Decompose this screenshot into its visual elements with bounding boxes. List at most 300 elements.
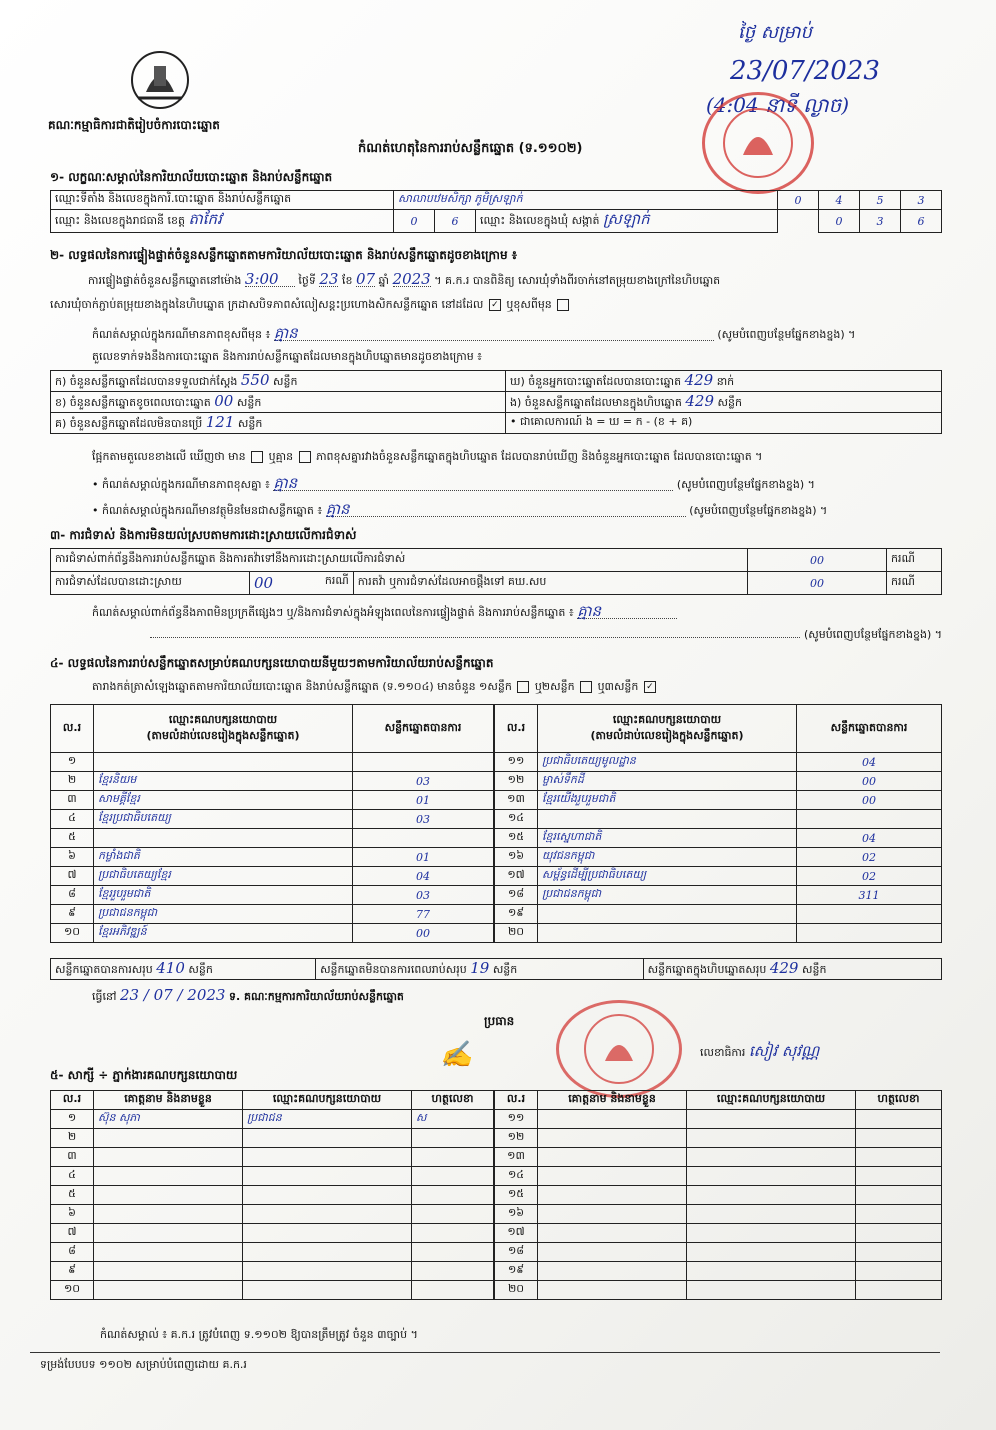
party-row bbox=[495, 829, 942, 848]
row-number: ១៤ bbox=[495, 810, 538, 829]
total-invalid-value: 19 bbox=[470, 959, 490, 977]
witness-row bbox=[51, 1224, 494, 1243]
vote-count: 04 bbox=[353, 867, 494, 886]
count-value: 121 bbox=[205, 413, 235, 431]
section2-para3 bbox=[92, 450, 952, 464]
party-row bbox=[495, 753, 942, 772]
count-label-text: គ) ចំនួនសន្លឹកឆ្នោតដែលមិនបានប្រើ bbox=[55, 417, 203, 430]
party-name: ប្រជាធិបតេយ្យមូលដ្ឋាន bbox=[538, 753, 797, 772]
counts-table bbox=[50, 370, 942, 434]
count-unit: សន្លឹក bbox=[717, 396, 742, 409]
witness-signature bbox=[412, 1129, 494, 1148]
row-number: ១៦ bbox=[495, 848, 538, 867]
handwritten-date: 23/07/2023 bbox=[730, 56, 880, 86]
appeal-label: ការតវ៉ា ឬការជំទាស់ដែលអាចផ្ដឹងទៅ គឃ.សប bbox=[353, 572, 747, 595]
witness-party bbox=[687, 1129, 856, 1148]
witness-name bbox=[538, 1281, 687, 1300]
party-results-table-left bbox=[50, 704, 494, 943]
count-unit: សន្លឹក bbox=[237, 417, 263, 430]
no-difference-checkbox[interactable] bbox=[299, 451, 311, 463]
official-stamp-top bbox=[702, 92, 814, 194]
section2-para2 bbox=[50, 298, 571, 312]
col-party-sub: (តាមលំដាប់លេខរៀងក្នុងសន្លឹកឆ្នោត) bbox=[590, 728, 744, 742]
col-votes-header: សន្លឹកឆ្នោតបានការ bbox=[353, 705, 494, 753]
party-row bbox=[495, 867, 942, 886]
year-value: 2023 bbox=[392, 270, 431, 288]
commune-label-text: ឈ្មោះ និងលេខក្នុងឃុំ សង្កាត់ bbox=[480, 214, 600, 227]
witness-name bbox=[538, 1205, 687, 1224]
count-value: 429 bbox=[685, 392, 714, 410]
bullet2 bbox=[92, 502, 827, 518]
party-name bbox=[94, 753, 353, 772]
witness-row bbox=[495, 1110, 942, 1129]
vote-count bbox=[797, 810, 942, 829]
total-unit: សន្លឹក bbox=[492, 963, 518, 976]
witness-signature bbox=[412, 1224, 494, 1243]
province-digit: 0 bbox=[394, 210, 435, 233]
row-number: ៤ bbox=[51, 1167, 94, 1186]
note1-label: កំណត់សម្គាល់ក្នុងករណីមានភាពខុសពីមុន ៖ bbox=[92, 328, 271, 341]
party-row bbox=[495, 924, 942, 943]
count-label-text: ក) ចំនួនសន្លឹកឆ្នោតដែលបានទទួលជាក់ស្ដែង bbox=[55, 375, 238, 388]
col-party-title: ឈ្មោះគណបក្សនយោបាយ bbox=[612, 712, 722, 726]
witness-party: ប្រជាជន bbox=[243, 1110, 412, 1129]
dotted-line bbox=[150, 637, 800, 638]
party-name: ប្រជាជនកម្ពុជា bbox=[538, 886, 797, 905]
party-row bbox=[495, 886, 942, 905]
witness-name bbox=[538, 1148, 687, 1167]
witness-signature bbox=[412, 1262, 494, 1281]
witness-name bbox=[94, 1186, 243, 1205]
witness-signature bbox=[412, 1281, 494, 1300]
footer-divider bbox=[30, 1352, 940, 1353]
row-number: ៦ bbox=[51, 848, 94, 867]
secretary-name: សៀវ សុវណ្ណ bbox=[748, 1042, 820, 1060]
secretary bbox=[700, 1044, 819, 1060]
party-row bbox=[51, 791, 494, 810]
witness-party bbox=[687, 1186, 856, 1205]
witness-name bbox=[538, 1110, 687, 1129]
para3-text: ផ្អែកតាមតួលេខខាងលើ ឃើញថា មាន bbox=[92, 450, 246, 463]
witness-signature bbox=[856, 1243, 942, 1262]
form-title: កំណត់ហេតុនៃការរាប់សន្លឹកឆ្នោត (ទ.១១០២) bbox=[358, 141, 583, 156]
witness-name bbox=[94, 1205, 243, 1224]
witness-name bbox=[94, 1281, 243, 1300]
witness-signature bbox=[856, 1205, 942, 1224]
witness-name bbox=[538, 1186, 687, 1205]
row-number: ៧ bbox=[51, 1224, 94, 1243]
province-digit: 6 bbox=[435, 210, 476, 233]
witness-party bbox=[687, 1243, 856, 1262]
bullet1-suffix: (សូមបំពេញបន្ថែមផ្នែកខាងខ្នង) ។ bbox=[676, 478, 815, 491]
witness-party bbox=[687, 1205, 856, 1224]
witness-party bbox=[243, 1186, 412, 1205]
col-no-header: ល.រ bbox=[51, 1091, 94, 1110]
party-row bbox=[495, 772, 942, 791]
commune-value: ស្រឡាក់ bbox=[603, 210, 650, 228]
resolved-label: ការជំទាស់ដែលបានដោះស្រាយ bbox=[51, 572, 250, 595]
row-number: ៤ bbox=[51, 810, 94, 829]
para1-text: ។ គ.ក.រ បានពិនិត្យ សោរឃុំទាំងពីរចាក់នៅតម្រុយខាងក្រៅនៃហិបឆ្នោត bbox=[434, 274, 721, 287]
row-number: ៥ bbox=[51, 1186, 94, 1205]
col-sign-header: ហត្ថលេខា bbox=[412, 1091, 494, 1110]
row-number: ៥ bbox=[51, 829, 94, 848]
total-box-cell bbox=[643, 959, 941, 980]
witness-name bbox=[538, 1129, 687, 1148]
col-no-header: ល.រ bbox=[495, 1091, 538, 1110]
party-name: យុវជនកម្ពុជា bbox=[538, 848, 797, 867]
vote-count bbox=[797, 924, 942, 943]
row-number: ៨ bbox=[51, 1243, 94, 1262]
note1-value: គ្មាន bbox=[274, 326, 714, 341]
row-number: ១៥ bbox=[495, 829, 538, 848]
party-row bbox=[51, 753, 494, 772]
row-number: ៩ bbox=[51, 905, 94, 924]
party-row bbox=[495, 791, 942, 810]
col-party-header: ឈ្មោះគណបក្សនយោបាយ bbox=[687, 1091, 856, 1110]
row-number: ៩ bbox=[51, 1262, 94, 1281]
witness-party bbox=[687, 1110, 856, 1129]
party-row bbox=[51, 905, 494, 924]
col-no-header: ល.រ bbox=[51, 705, 94, 753]
location-value: សាលាបឋមសិក្សា ភូមិស្រឡាក់ bbox=[394, 191, 778, 210]
vote-count: 03 bbox=[353, 772, 494, 791]
objection-label: ការជំទាស់ពាក់ព័ន្ធនឹងការរាប់សន្លឹកឆ្នោត និងការតវ៉ាទៅនឹងការដោះស្រាយលើការជំទាស់ bbox=[51, 549, 748, 572]
total-unit: សន្លឹក bbox=[188, 963, 213, 976]
party-name: ខ្មែររួបរួមជាតិ bbox=[94, 886, 353, 905]
party-row bbox=[51, 924, 494, 943]
witness-row bbox=[495, 1167, 942, 1186]
one-sheet-checkbox[interactable] bbox=[517, 681, 529, 693]
bullet1-value: គ្មាន bbox=[273, 476, 673, 491]
witness-signature bbox=[412, 1167, 494, 1186]
party-name bbox=[94, 829, 353, 848]
count-label-text: ខ) ចំនួនសន្លឹកឆ្នោតខូចពេលបោះឆ្នោត bbox=[55, 396, 211, 409]
row-number: ៦ bbox=[51, 1205, 94, 1224]
witness-party bbox=[243, 1224, 412, 1243]
row-number: ១៤ bbox=[495, 1167, 538, 1186]
total-invalid-label: សន្លឹកឆ្នោតមិនបានការពេលរាប់សរុប bbox=[320, 963, 467, 976]
has-difference-checkbox[interactable] bbox=[251, 451, 263, 463]
row-number: ១៧ bbox=[495, 1224, 538, 1243]
count-label bbox=[51, 413, 506, 434]
row-number: ១៨ bbox=[495, 1243, 538, 1262]
resolved-cell bbox=[250, 572, 354, 595]
vote-count: 00 bbox=[797, 791, 942, 810]
intro-text: ឬ៣សន្លឹក bbox=[597, 680, 639, 693]
witness-name bbox=[538, 1262, 687, 1281]
row-number: ២០ bbox=[495, 1281, 538, 1300]
count-value: 429 bbox=[684, 371, 714, 389]
count-value: 550 bbox=[240, 371, 270, 389]
witness-name bbox=[538, 1167, 687, 1186]
party-name bbox=[538, 905, 797, 924]
commune-label bbox=[476, 210, 778, 233]
month-value: 07 bbox=[355, 270, 376, 288]
commune-digit: 0 bbox=[819, 210, 860, 233]
province-value: តាកែវ bbox=[188, 210, 222, 228]
vote-count: 311 bbox=[797, 886, 942, 905]
total-box-label: សន្លឹកឆ្នោតក្នុងហិបឆ្នោតសរុប bbox=[647, 963, 767, 976]
vote-count: 04 bbox=[797, 753, 942, 772]
col-party-sub: (តាមលំដាប់លេខរៀងក្នុងសន្លឹកឆ្នោត) bbox=[146, 728, 300, 742]
three-sheet-checkbox[interactable]: ✓ bbox=[644, 681, 656, 693]
party-row bbox=[51, 829, 494, 848]
party-row bbox=[51, 867, 494, 886]
count-value: 00 bbox=[214, 392, 234, 410]
counts-row bbox=[51, 392, 942, 413]
vote-count: 00 bbox=[353, 924, 494, 943]
committee-label: ទ. គណៈកម្មការការិយាល័យរាប់សន្លឹកឆ្នោត bbox=[228, 990, 404, 1003]
row-number: ៣ bbox=[51, 791, 94, 810]
count-label bbox=[51, 392, 506, 413]
objections-table bbox=[50, 548, 942, 595]
bullet2-suffix: (សូមបំពេញបន្ថែមផ្នែកខាងខ្នង) ។ bbox=[689, 504, 828, 517]
witness-signature bbox=[856, 1262, 942, 1281]
witness-table-right bbox=[494, 1090, 942, 1300]
witness-table-left bbox=[50, 1090, 494, 1300]
row-number: ១១ bbox=[495, 753, 538, 772]
row-number: ៨ bbox=[51, 886, 94, 905]
witness-row bbox=[495, 1205, 942, 1224]
count-label bbox=[505, 413, 941, 434]
party-results-table-right bbox=[494, 704, 942, 943]
vote-count: 02 bbox=[797, 848, 942, 867]
party-name: ខ្មែរនិយម bbox=[94, 772, 353, 791]
row-number: ១៩ bbox=[495, 905, 538, 924]
para2-text: ឬខុសពីមុន bbox=[506, 298, 552, 311]
count-label bbox=[505, 392, 941, 413]
witness-signature bbox=[856, 1129, 942, 1148]
witness-row bbox=[495, 1148, 942, 1167]
witness-row bbox=[51, 1186, 494, 1205]
national-emblem-icon bbox=[124, 48, 196, 112]
changed-checkbox[interactable] bbox=[557, 299, 569, 311]
witness-party bbox=[687, 1167, 856, 1186]
date-label: ធ្វើនៅ bbox=[92, 990, 117, 1003]
province-label bbox=[51, 210, 394, 233]
party-name: ម្ចាស់ទឹកដី bbox=[538, 772, 797, 791]
party-row bbox=[51, 772, 494, 791]
witness-signature bbox=[856, 1167, 942, 1186]
witness-signature bbox=[856, 1224, 942, 1243]
count-label bbox=[505, 371, 941, 392]
official-stamp-bottom bbox=[556, 1000, 682, 1098]
section3-title: ៣- ការជំទាស់ និងការមិនយល់ស្របតាមការដោះស្រាយលើការជំទាស់ bbox=[50, 528, 357, 542]
section2-para1 bbox=[88, 272, 948, 288]
counts-row bbox=[51, 413, 942, 434]
party-row bbox=[51, 810, 494, 829]
para3-text: ភាពខុសគ្នារវាងចំនួនសន្លឹកឆ្នោតក្នុងហិបឆ្នោត ដែលបានរាប់ឃើញ និងចំនួនអ្នកបោះឆ្នោត ដែលបានបោះឆ្នោត ។ bbox=[316, 450, 763, 463]
party-name: ប្រជាធិបតេយ្យខ្មែរ bbox=[94, 867, 353, 886]
witness-name bbox=[94, 1167, 243, 1186]
counts-row bbox=[51, 371, 942, 392]
witness-row bbox=[495, 1129, 942, 1148]
row-number: ៧ bbox=[51, 867, 94, 886]
witness-row bbox=[495, 1224, 942, 1243]
witness-party bbox=[243, 1148, 412, 1167]
col-party-header bbox=[94, 705, 353, 753]
witness-row bbox=[51, 1110, 494, 1129]
vote-count: 02 bbox=[797, 867, 942, 886]
para1-text: ថ្ងៃទី bbox=[298, 274, 316, 287]
chair-label: ប្រធាន bbox=[484, 1014, 515, 1028]
section3-note-label: កំណត់សម្គាល់ពាក់ព័ន្ធនឹងភាពមិនប្រក្រតីផ្សេងៗ ឬ/និងការជំទាស់ក្នុងអំឡុងពេលនៃការផ្ទៀងផ្ទាត់ និងការរាប់សន្លឹកឆ្នោត ៖ bbox=[92, 606, 574, 619]
intro-text: តារាងកត់ត្រាសំឡេងឆ្នោតតាមការិយាល័យបោះឆ្នោត និងរាប់សន្លឹកឆ្នោត (ទ.១១០៤) មានចំនួន ១សន្លឹក bbox=[92, 680, 512, 693]
row-number: ២ bbox=[51, 1129, 94, 1148]
row-number: ១៣ bbox=[495, 791, 538, 810]
row-number: ១២ bbox=[495, 1129, 538, 1148]
two-sheet-checkbox[interactable] bbox=[580, 681, 592, 693]
witness-name bbox=[94, 1129, 243, 1148]
witness-signature: ស bbox=[412, 1110, 494, 1129]
witness-party bbox=[243, 1205, 412, 1224]
witness-party bbox=[243, 1129, 412, 1148]
vote-count bbox=[797, 905, 942, 924]
org-name: គណៈកម្មាធិការជាតិរៀបចំការបោះឆ្នោត bbox=[48, 118, 220, 132]
vote-count: 03 bbox=[353, 810, 494, 829]
total-invalid-cell bbox=[316, 959, 644, 980]
secretary-label: លេខាធិការ bbox=[700, 1046, 746, 1059]
vote-count: 01 bbox=[353, 848, 494, 867]
section3-note-suffix-text: (សូមបំពេញបន្ថែមផ្នែកខាងខ្នង) ។ bbox=[803, 628, 942, 641]
vote-count: 00 bbox=[797, 772, 942, 791]
witness-signature bbox=[412, 1243, 494, 1262]
party-name: ខ្មែរអភិវឌ្ឍន៍ bbox=[94, 924, 353, 943]
bullet1-label: • កំណត់សម្គាល់ក្នុងករណីមានភាពខុសគ្នា ៖ bbox=[92, 478, 270, 491]
date-value: 23 / 07 / 2023 bbox=[119, 986, 226, 1004]
bullet2-value: គ្មាន bbox=[326, 502, 686, 517]
party-name bbox=[538, 924, 797, 943]
formula-text: • ជាគោលការណ៍ ង = ឃ = ក - (ខ + គ) bbox=[509, 415, 693, 428]
party-row bbox=[51, 848, 494, 867]
col-party-header: ឈ្មោះគណបក្សនយោបាយ bbox=[243, 1091, 412, 1110]
witness-row bbox=[495, 1243, 942, 1262]
row-number: ១០ bbox=[51, 924, 94, 943]
witness-row bbox=[51, 1262, 494, 1281]
para2-text: សោរឃុំចាក់ភ្ជាប់តម្រុយខាងក្នុងនៃហិបឆ្នោត ក្រដាសបិទភាពសំលៀសន្តះប្រហោងសិកសន្លឹកឆ្នោត នៅដដែល bbox=[50, 298, 484, 311]
para1-text: ខែ bbox=[341, 274, 353, 287]
witness-signature bbox=[412, 1186, 494, 1205]
witness-party bbox=[687, 1262, 856, 1281]
witness-row bbox=[495, 1262, 942, 1281]
witness-party bbox=[243, 1243, 412, 1262]
witness-name bbox=[538, 1224, 687, 1243]
witness-party bbox=[243, 1281, 412, 1300]
witness-row bbox=[51, 1243, 494, 1262]
party-name: ប្រជាជនកម្ពុជា bbox=[94, 905, 353, 924]
objection-value: 00 bbox=[748, 549, 887, 572]
section3-note-value: គ្មាន bbox=[577, 604, 677, 619]
handwritten-time: (4:04 នាទី ល្ងាច) bbox=[706, 93, 850, 117]
count-unit: សន្លឹក bbox=[236, 396, 262, 409]
vote-count: 77 bbox=[353, 905, 494, 924]
location-digit: 4 bbox=[819, 191, 860, 210]
footnote: កំណត់សម្គាល់ ៖ គ.ក.រ ត្រូវបំពេញ ទ.១១០២ ឱ្យបានត្រឹមត្រូវ ចំនួន ៣ច្បាប់ ។ bbox=[100, 1328, 418, 1341]
vote-count: 04 bbox=[797, 829, 942, 848]
witness-row bbox=[51, 1129, 494, 1148]
total-valid-cell bbox=[51, 959, 316, 980]
bullet1 bbox=[92, 476, 815, 492]
vote-count: 03 bbox=[353, 886, 494, 905]
witness-name bbox=[94, 1243, 243, 1262]
time-value: 3:00 bbox=[245, 272, 295, 287]
objection-unit: ករណី bbox=[887, 549, 942, 572]
handwritten-note: ថ្ងៃ សម្រាប់ bbox=[738, 22, 812, 43]
party-name: កម្លាំងជាតិ bbox=[94, 848, 353, 867]
section2-title: ២- លទ្ធផលនៃការផ្ទៀងផ្ទាត់ចំនួនសន្លឹកឆ្នោតតាមការិយាល័យបោះឆ្នោត និងរាប់សន្លឹកឆ្នោតដូចខាងក្រោម ៖ bbox=[50, 248, 518, 262]
witness-signature bbox=[856, 1281, 942, 1300]
witness-signature bbox=[412, 1205, 494, 1224]
witness-name bbox=[94, 1262, 243, 1281]
note1 bbox=[92, 326, 942, 342]
witness-signature bbox=[856, 1110, 942, 1129]
total-unit: សន្លឹក bbox=[801, 963, 827, 976]
footer-text: ទម្រង់បែបបទ ១១០២ សម្រាប់បំពេញដោយ គ.ក.រ bbox=[40, 1358, 247, 1371]
witness-signature bbox=[856, 1148, 942, 1167]
col-name-header: គោត្តនាម និងនាមខ្លួន bbox=[538, 1091, 687, 1110]
appeal-unit: ករណី bbox=[887, 572, 942, 595]
party-name: សម្ព័ន្ធដើម្បីប្រជាធិបតេយ្យ bbox=[538, 867, 797, 886]
row-number: ៣ bbox=[51, 1148, 94, 1167]
col-party-header bbox=[538, 705, 797, 753]
section1-table bbox=[50, 190, 942, 233]
day-value: 23 bbox=[319, 270, 339, 288]
party-row bbox=[495, 848, 942, 867]
col-sign-header: ហត្ថលេខា bbox=[856, 1091, 942, 1110]
location-digit: 5 bbox=[860, 191, 901, 210]
section4-intro bbox=[92, 680, 658, 694]
witness-row bbox=[51, 1148, 494, 1167]
witness-party bbox=[243, 1167, 412, 1186]
vote-count bbox=[353, 829, 494, 848]
unchanged-checkbox[interactable]: ✓ bbox=[489, 299, 501, 311]
intro-text: ឬ២សន្លឹក bbox=[534, 680, 575, 693]
bullet2-label: • កំណត់សម្គាល់ក្នុងករណីមានវត្ថុមិនមែនជាសន្លឹកឆ្នោត ៖ bbox=[92, 504, 323, 517]
party-name: ខ្មែរយើងរួបរួមជាតិ bbox=[538, 791, 797, 810]
section3-note-suffix bbox=[50, 628, 942, 642]
col-name-header: គោត្តនាម និងនាមខ្លួន bbox=[94, 1091, 243, 1110]
row-number: ១៥ bbox=[495, 1186, 538, 1205]
party-name bbox=[538, 810, 797, 829]
row-number: ២ bbox=[51, 772, 94, 791]
total-valid-label: សន្លឹកឆ្នោតបានការសរុប bbox=[55, 963, 153, 976]
count-unit: សន្លឹក bbox=[273, 375, 298, 388]
location-digit: 0 bbox=[778, 191, 819, 210]
witness-party bbox=[687, 1224, 856, 1243]
party-name: សាមគ្គីខ្មែរ bbox=[94, 791, 353, 810]
witness-row bbox=[51, 1167, 494, 1186]
province-label-text: ឈ្មោះ និងលេខក្នុងរាជធានី ខេត្ត bbox=[55, 214, 185, 227]
para1-text: ការផ្ទៀងផ្ទាត់ចំនួនសន្លឹកឆ្នោតនៅម៉ោង bbox=[88, 274, 242, 287]
row-number: ១៦ bbox=[495, 1205, 538, 1224]
row-number: ១០ bbox=[51, 1281, 94, 1300]
witness-row bbox=[51, 1281, 494, 1300]
witness-name bbox=[94, 1148, 243, 1167]
row-number: ១៩ bbox=[495, 1262, 538, 1281]
para1-text: ឆ្នាំ bbox=[378, 274, 390, 287]
witness-signature bbox=[856, 1186, 942, 1205]
row-number: ១ bbox=[51, 1110, 94, 1129]
witness-row bbox=[51, 1205, 494, 1224]
section1-title: ១- លក្ខណៈសម្គាល់នៃការិយាល័យបោះឆ្នោត និងរាប់សន្លឹកឆ្នោត bbox=[50, 170, 333, 184]
totals-table bbox=[50, 958, 942, 980]
col-party-title: ឈ្មោះគណបក្សនយោបាយ bbox=[168, 712, 278, 726]
witness-name bbox=[94, 1224, 243, 1243]
section3-note bbox=[92, 604, 942, 620]
row-number: ២០ bbox=[495, 924, 538, 943]
witness-party bbox=[687, 1148, 856, 1167]
